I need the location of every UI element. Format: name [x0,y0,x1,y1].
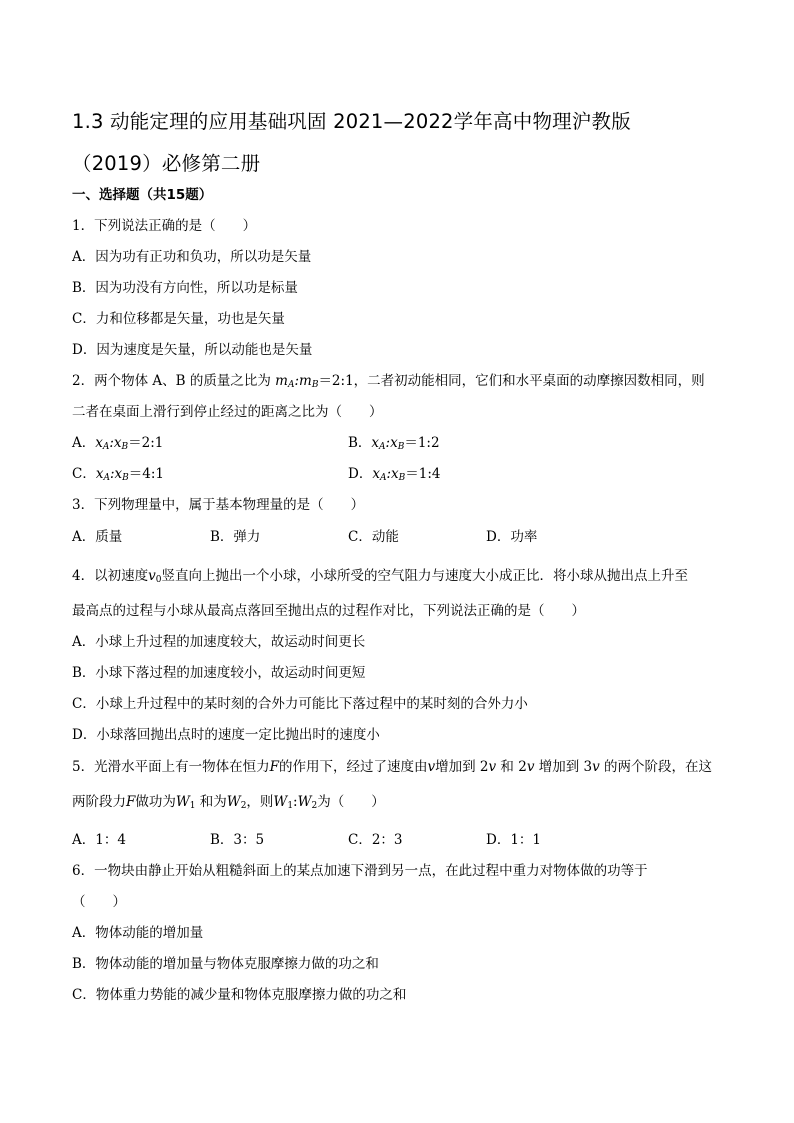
question-1-option-a: A．因为功有正功和负功，所以功是矢量 [72,249,312,265]
velocity-symbol: v [592,759,600,775]
question-2-option-a [72,437,163,452]
x-sub-a: A [103,473,110,483]
ratio-colon: : [293,794,298,810]
x-sub-b: B [397,442,405,452]
question-3-stem: 3．下列物理量中，属于基本物理量的是（ ） [72,497,365,513]
work-symbol: W [297,794,312,810]
x-symbol: x [95,466,104,482]
question-4-stem-rest: 竖直向上抛出一个小球，小球所受的空气阻力与速度大小成正比．将小球从抛出点上升至 [161,568,688,584]
mass-sub-b: B [311,380,319,390]
question-3-option-a: A．质量 [72,529,123,545]
x-sub-a: A [379,473,387,483]
question-2-stem-rest: ＝2:1，二者初动能相同，它们和水平桌面的动摩擦因数相同，则 [318,373,705,389]
question-6-option-b: B．物体动能的增加量与物体克服摩擦力做的功之和 [72,956,379,972]
question-6-stem-line-2: （ ） [72,894,126,910]
q5-text-d: 和 2 [496,759,527,775]
question-1-option-b: B．因为功没有方向性，所以功是标量 [72,280,298,296]
question-5-option-b: B．3：5 [210,832,265,848]
question-3-option-b: B．弹力 [210,529,261,545]
option-value: ＝1:4 [405,466,441,482]
q5-text-g: 两阶段力 [72,794,126,810]
option-label: C． [72,466,96,482]
q5-text-k: 为（ ） [317,794,385,810]
question-5-option-c: C．2：3 [348,832,403,848]
x-symbol: x [371,435,380,451]
work-sub-1: 1 [287,801,294,811]
q5-text-e: 增加到 3 [534,759,593,775]
work-symbol: W [226,794,241,810]
question-2-option-b [348,437,440,452]
velocity-symbol: v [488,759,497,775]
q5-text-j: ，则 [246,794,274,810]
x-symbol-b: :x [109,466,123,482]
question-4-option-b: B．小球下落过程的加速度较小，故运动时间更短 [72,665,366,681]
x-symbol: x [95,435,103,451]
question-6-option-a: A．物体动能的增加量 [72,925,204,941]
x-symbol-b: :x [385,435,398,451]
document-title-line-2: （2019）必修第二册 [72,152,261,175]
force-symbol: F [126,794,136,810]
mass-sub-a: A [287,380,295,390]
question-2-stem-text: 2．两个物体 A、B 的质量之比为 [72,373,276,389]
question-5-option-d: D．1：1 [486,832,542,848]
x-symbol-b: :x [386,466,399,482]
mass-symbol: m [275,373,288,389]
question-2-option-d [348,468,440,483]
velocity-symbol: v [427,759,436,775]
question-4-stem-line-1 [72,570,688,585]
section-heading: 一、选择题（共15题） [72,187,213,203]
x-sub-b: B [398,473,406,483]
q5-text-a: 5．光滑水平面上有一物体在恒力 [72,759,270,775]
option-value: ＝1:2 [404,435,440,451]
document-title-line-1: 1.3 动能定理的应用基础巩固 2021—2022学年高中物理沪教版 [72,110,631,133]
question-3-option-c: C．动能 [348,529,399,545]
x-sub-a: A [102,442,110,452]
q5-text-c: 增加到 2 [435,759,489,775]
v0-symbol: v [148,568,156,584]
option-label: B． [348,435,372,451]
question-4-option-c: C．小球上升过程中的某时刻的合外力可能比下落过程中的某时刻的合外力小 [72,696,528,712]
q5-text-h: 做功为 [135,794,176,810]
question-4-option-d: D．小球落回抛出点时的速度一定比抛出时的速度小 [72,727,380,743]
option-value: ＝4:1 [128,466,164,482]
question-5-stem-line-2 [72,796,385,811]
option-value: ＝2:1 [128,435,164,451]
q5-text-i: 和为 [195,794,227,810]
question-2-stem-line-1 [72,375,705,390]
question-1-stem: 1．下列说法正确的是（ ） [72,218,257,234]
question-4-stem-line-2: 最高点的过程与小球从最高点落回至抛出点的过程作对比，下列说法正确的是（ ） [72,603,585,619]
work-symbol: W [273,794,288,810]
q5-text-f: 的两个阶段，在这 [599,759,713,775]
question-2-option-c [72,468,164,483]
velocity-symbol: v [526,759,535,775]
force-symbol: F [269,759,279,775]
x-sub-a: A [379,442,386,452]
work-sub-2: 2 [311,801,318,811]
question-4-stem-text: 4．以初速度 [72,568,149,584]
question-2-stem-line-2: 二者在桌面上滑行到停止经过的距离之比为（ ） [72,404,383,420]
question-5-stem-line-1 [72,761,712,775]
question-6-option-c: C．物体重力势能的减少量和物体克服摩擦力做的功之和 [72,987,407,1003]
option-label: D． [348,466,373,482]
x-sub-b: B [122,473,129,483]
x-sub-b: B [121,442,129,452]
question-1-option-d: D．因为速度是矢量，所以动能也是矢量 [72,342,313,358]
x-symbol: x [372,466,380,482]
question-5-option-a: A．1：4 [72,832,126,848]
x-symbol-b: :x [109,435,122,451]
v0-sub: 0 [155,575,162,585]
option-label: A． [72,435,96,451]
mass-symbol-b: :m [294,373,312,389]
work-sub-2: 2 [240,801,247,811]
work-symbol: W [175,794,190,810]
question-4-option-a: A．小球上升过程的加速度较大，故运动时间更长 [72,634,366,650]
work-sub-1: 1 [189,801,196,811]
q5-text-b: 的作用下，经过了速度由 [278,759,428,775]
question-3-option-d: D．功率 [486,529,538,545]
question-1-option-c: C．力和位移都是矢量，功也是矢量 [72,311,285,327]
question-6-stem-line-1: 6．一物块由静止开始从粗糙斜面上的某点加速下滑到另一点，在此过程中重力对物体做的功等于 [72,863,648,879]
